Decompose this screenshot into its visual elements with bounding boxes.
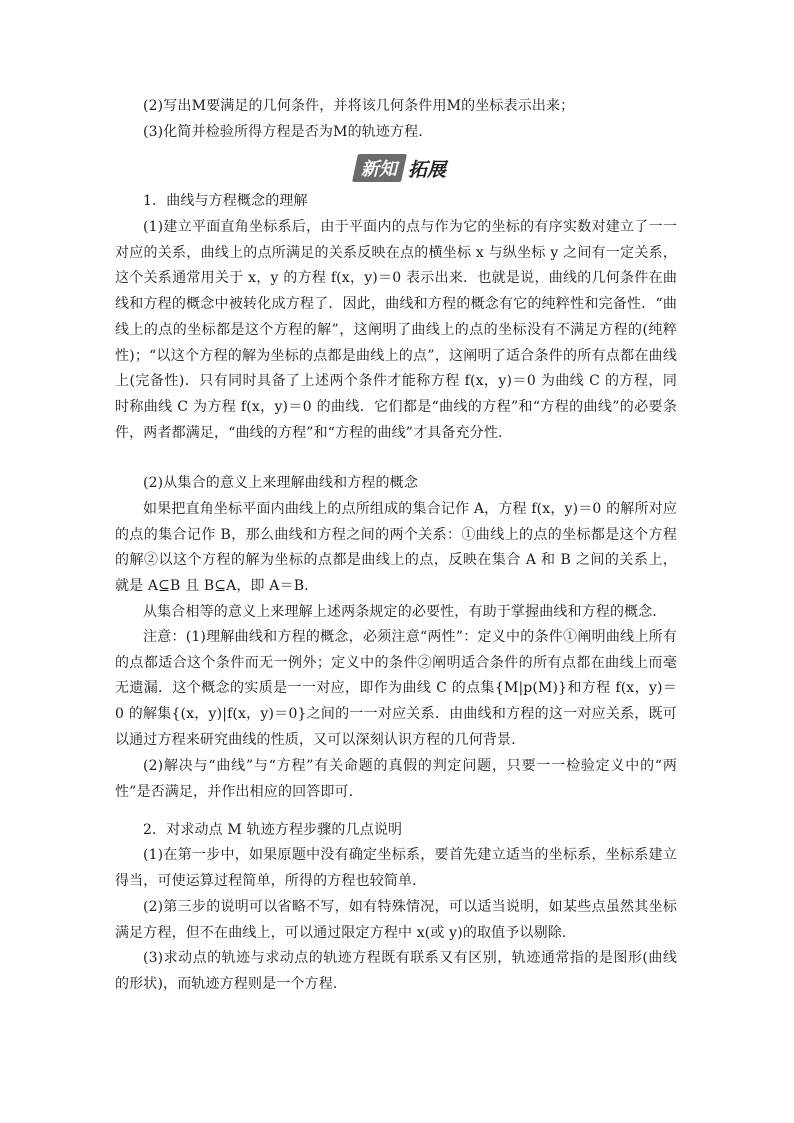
section-banner [355, 154, 446, 182]
section-2-paragraph-3: (3)求动点的轨迹与求动点的轨迹方程既有联系又有区别，轨迹通常指的是图形(曲线的形状)，而轨迹方程则是一个方程． [115, 950, 677, 992]
note-2: (2)解决与“曲线”与“方程”有关命题的真假的判定问题，只要一一检验定义中的“两性”是否满足，并作出相应的回答即可． [115, 758, 677, 800]
section-2-paragraph-2: (2)第三步的说明可以省略不写，如有特殊情况，可以适当说明，如某些点虽然其坐标满足方程，但不在曲线上，可以通过限定方程中 x(或 y)的取值予以剔除． [115, 899, 677, 941]
note-1: 注意：(1)理解曲线和方程的概念，必须注意“两性”：定义中的条件①阐明曲线上所有的点都适合这个条件而无一例外；定义中的条件②阐明适合条件的所有点都在曲线上而毫无遗漏．这个概念的实质是一一对应，即作为曲线 C 的点集{M|p(M)}和方程 f(x，y)＝0 的解集{(x，y)|f(x，y)＝0}之间的一一对应关系．由曲线和方程的这一对应关系，既可以通过方程来研究曲线的性质，又可以深刻认识方程的几何背景． [115, 629, 677, 748]
section-2-heading: 2．对求动点 M 轨迹方程步骤的几点说明 [143, 822, 403, 838]
banner-label-box [352, 154, 407, 182]
banner-title: 拓展 [408, 158, 447, 181]
section-2-paragraph-1: (1)在第一步中，如果原题中没有确定坐标系，要首先建立适当的坐标系，坐标系建立得当，可使运算过程简单，所得的方程也较简单． [115, 847, 677, 889]
banner-label: 新知 [361, 159, 397, 180]
section-1-paragraph-1: (1)建立平面直角坐标系后，由于平面内的点与作为它的坐标的有序实数对建立了一一对应的关系，曲线上的点所满足的关系反映在点的横坐标 x 与纵坐标 y 之间有一定关系，这个关系通常用关于 x，y 的方程 f(x，y)＝0 表示出来．也就是说，曲线的几何条件在曲线和方程的概念中被转化成方程了．因此，曲线和方程的概念有它的纯粹性和完备性．“曲线上的点的坐标都是这个方程的解”，这阐明了曲线上的点的坐标没有不满足方程的(纯粹性)；“以这个方程的解为坐标的点都是曲线上的点”，这阐明了适合条件的所有点都在曲线上(完备性)．只有同时具备了上述两个条件才能称方程 f(x，y)＝0 为曲线 C 的方程，同时称曲线 C 为方程 f(x，y)＝0 的曲线．它们都是“曲线的方程”和“方程的曲线”的必要条件，两者都满足，“曲线的方程”和“方程的曲线”才具备充分性． [115, 219, 677, 441]
step-2-text: (2)写出M要满足的几何条件，并将该几何条件用M的坐标表示出来； [143, 98, 575, 114]
step-3-text: (3)化简并检验所得方程是否为M的轨迹方程． [143, 124, 433, 140]
section-1-subheading-2: (2)从集合的意义上来理解曲线和方程的概念 [143, 475, 418, 491]
section-1-heading: 1．曲线与方程概念的理解 [143, 193, 308, 209]
section-1-paragraph-2: 如果把直角坐标平面内曲线上的点所组成的集合记作 A，方程 f(x，y)＝0 的解所对应的点的集合记作 B，那么曲线和方程之间的两个关系：①曲线上的点的坐标都是这个方程的解②以这个方程的解为坐标的点都是曲线上的点，反映在集合 A 和 B 之间的关系上，就是 A⊆B 且 B⊆A，即 A＝B. [115, 501, 677, 595]
section-1-paragraph-3: 从集合相等的意义上来理解上述两条规定的必要性，有助于掌握曲线和方程的概念． [143, 604, 667, 620]
